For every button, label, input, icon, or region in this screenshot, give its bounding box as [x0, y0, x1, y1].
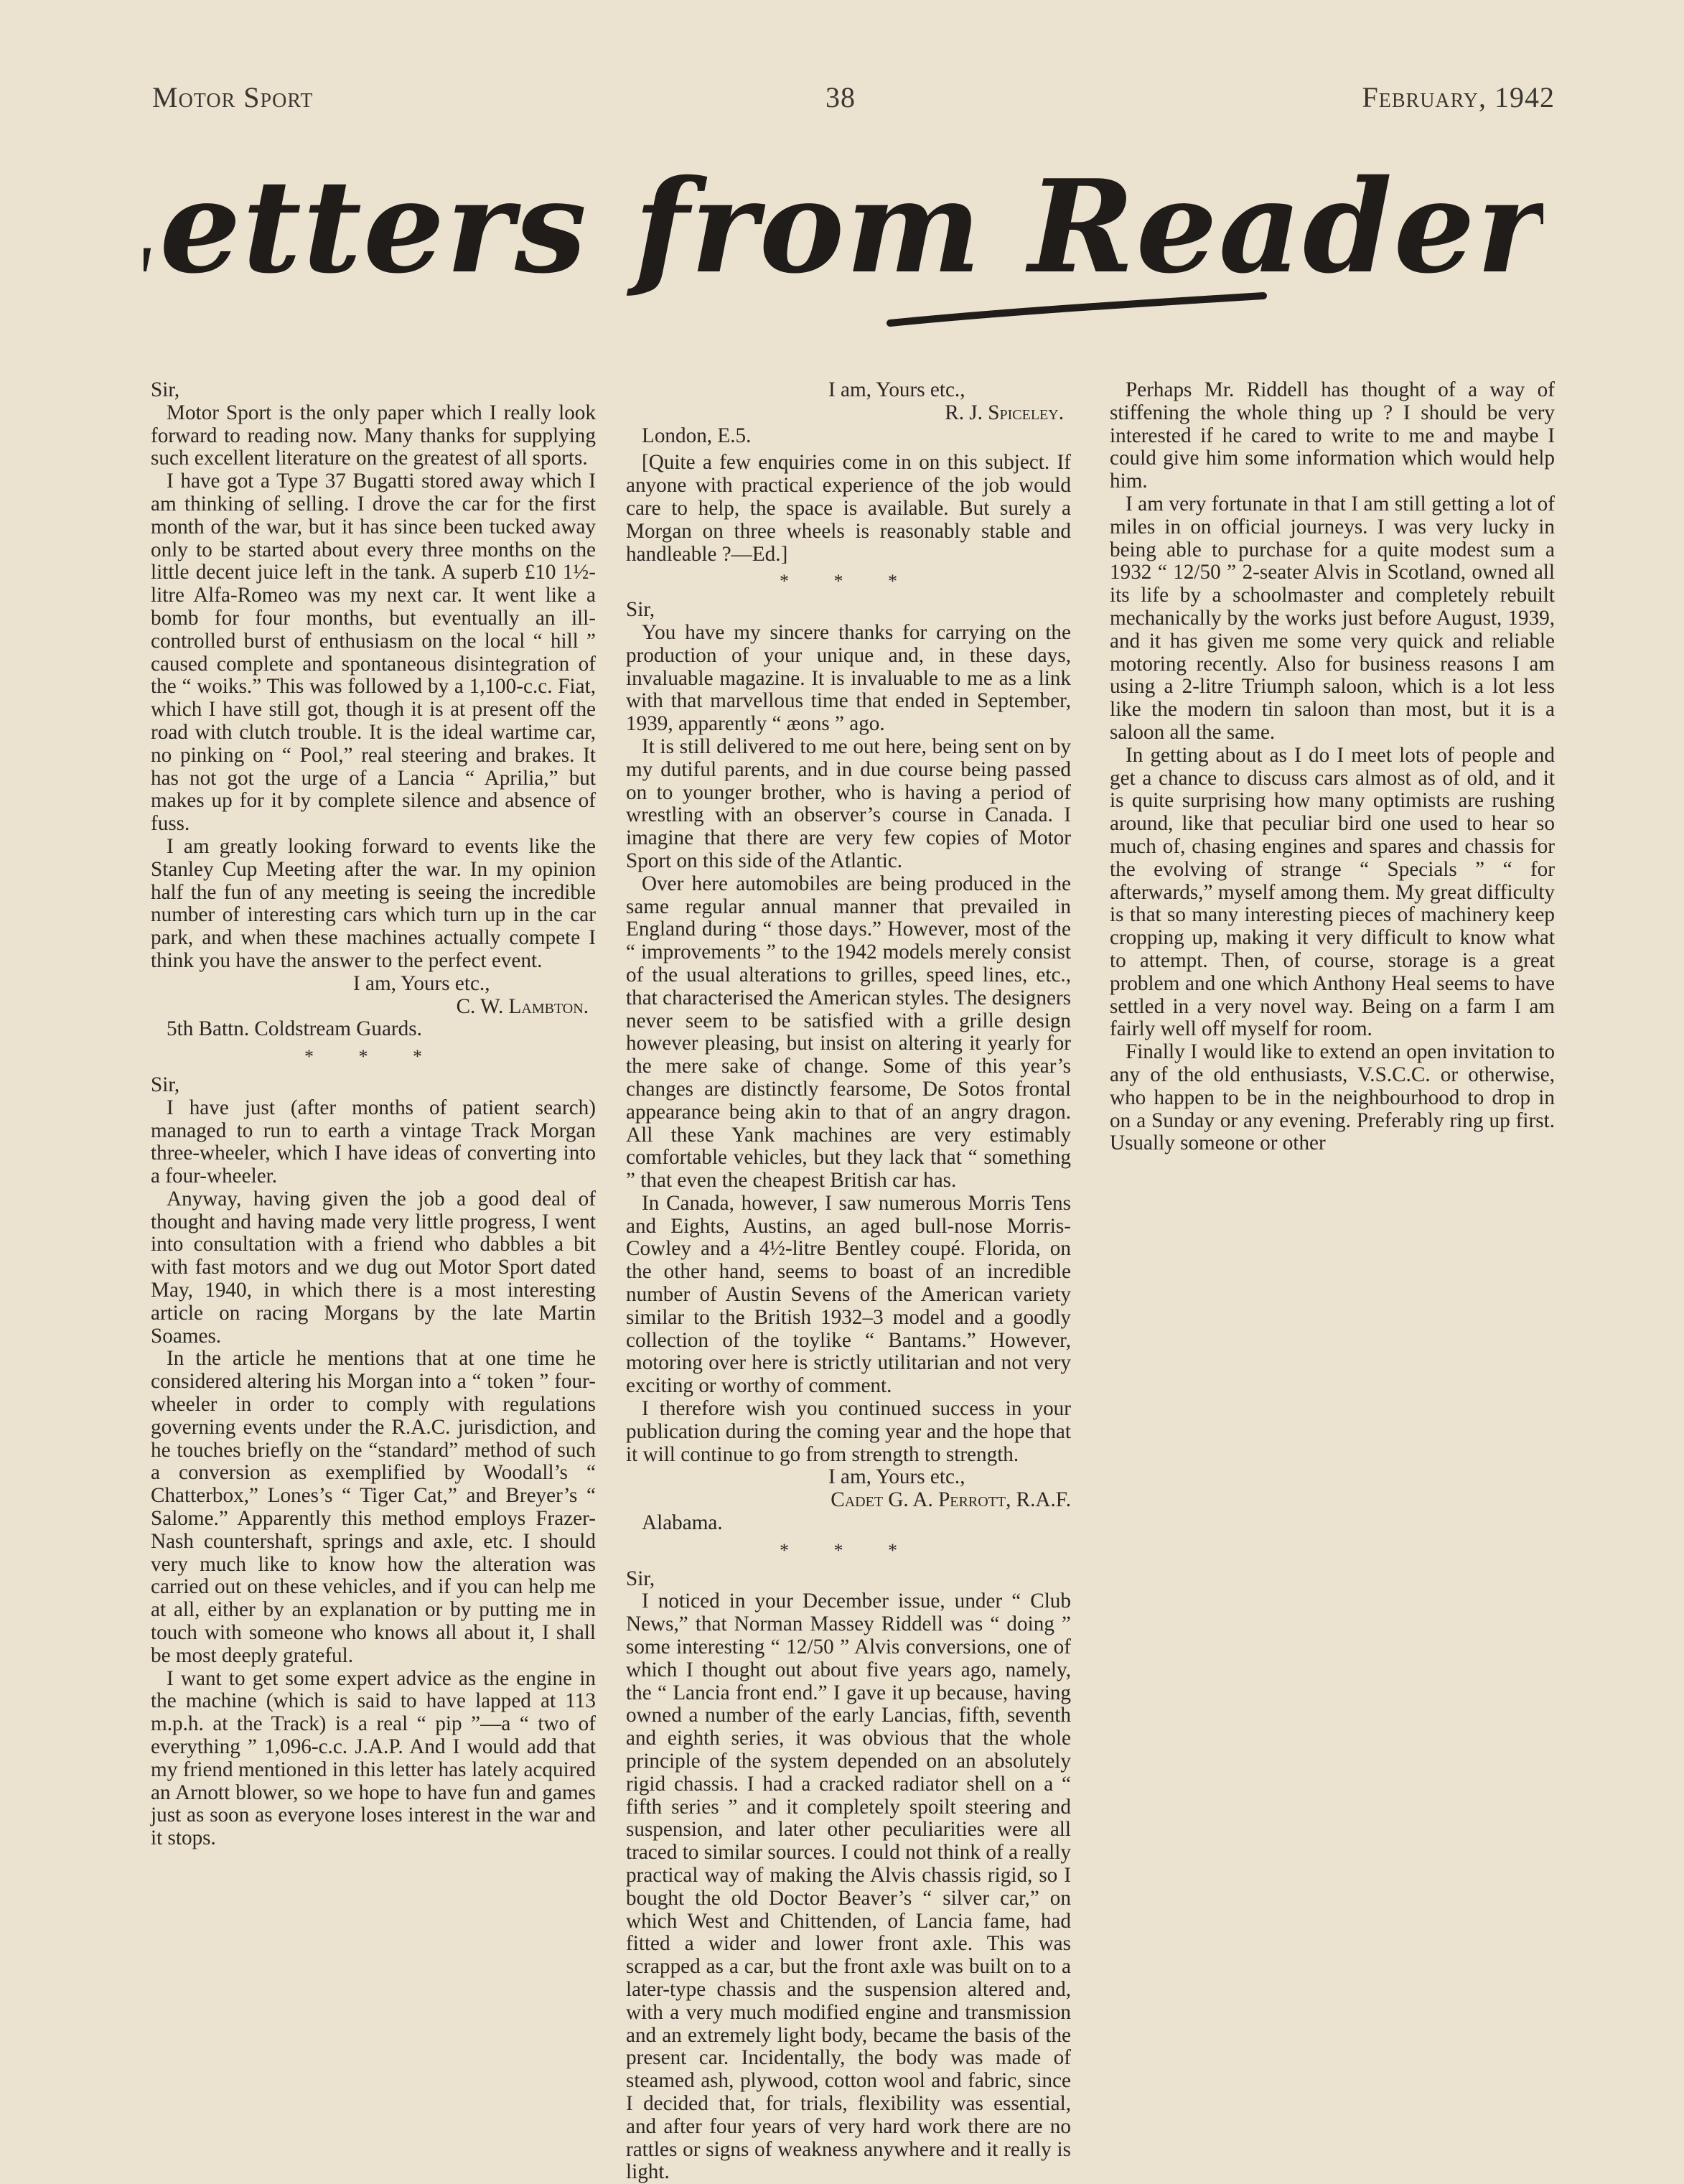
letter2-salutation: Sir, — [151, 1073, 180, 1096]
letter4-paragraph: Perhaps Mr. Riddell has thought of a way of stiffening the whole thing up ? I should be very interested if he cared to write to me and maybe I could give him some information which would help him. — [1110, 378, 1555, 493]
letter2-paragraph: I want to get some expert advice as the engine in the machine (which is said to have lapped at 113 m.p.h. at the Track) is a real “ pip ”—a “ two of everything ” 1,096-c.c. J.A.P. And I would add that my friend mentioned in this letter has lately acquired an Arnott blower, so we hope to have fun and games just as soon as everyone loses interest in the war and it stops. — [151, 1666, 596, 1850]
letter4-paragraph: Finally I would like to extend an open invitation to any of the old enthusiasts, V.S.C.C. or otherwise, who happen to be in the neighbourhood to drop in on a Sunday or any evening. Preferably ring up first. Usually someone or other — [1110, 1040, 1555, 1155]
letter4-paragraph: I am very fortunate in that I am still getting a lot of miles in on official journeys. I was very lucky in being able to purchase for a quite modest sum a 1932 “ 12/50 ” 2-seater Alvis in Scotland, owned all its life by a schoolmaster and completely rebuilt mechanically by the works just before August, 1939, and it has given me some very quick and reliable motoring recently. Also for business reasons I am using a 2-litre Triumph saloon, which is a lot less like the modern tin saloon than most, but it is a saloon all the same. — [1110, 492, 1555, 744]
letter3-address: Alabama. — [642, 1511, 723, 1535]
letter3-paragraph: Over here automobiles are being produced in the same regular annual manner that prevailed in England during “ those days.” However, most of the “ improvements ” to the 1942 models merely consist of the usual alterations to grilles, speed lines, etc., that characterised the American styles. The designers never seem to be satisfied with a grille design however pleasing, but insist on altering it yearly for the mere sake of change. Some of this year’s changes are distinctly fearsome, De Sotos frontal appearance being akin to that of an angry dragon. All these Yank machines are very estimably comfortable vehicles, but they lack that “ something ” that even the cheapest British car has. — [626, 872, 1071, 1193]
separator-stars: * * * — [304, 1046, 442, 1068]
letter3-paragraph: I therefore wish you continued success in your publication during the coming year and the hope that it will continue to go from strength to strength. — [626, 1397, 1071, 1466]
letter1-paragraph: I am greatly looking forward to events like the Stanley Cup Meeting after the war. In my opinion half the fun of any meeting is seeing the incredible number of interesting cars which turn up in the car park, and when these machines actually compete I think you have the answer to the perfect event. — [151, 834, 596, 972]
letter2-paragraph: Anyway, having given the job a good deal of thought and having made very little progress, I went into consultation with a friend who dabbles a bit with fast motors and we dug out Motor Sport dated May, 1940, in which there is a most interesting article on racing Morgans by the late Martin Soames. — [151, 1187, 596, 1348]
letter2-address: London, E.5. — [642, 424, 752, 447]
letter2-signature: R. J. Spiceley. — [945, 401, 1064, 424]
letter1-salutation: Sir, — [151, 378, 180, 401]
letter3-paragraph: In Canada, however, I saw numerous Morris Tens and Eights, Austins, an aged bull-nose Morris-Cowley and a 4½-litre Bentley coupé. Florida, on the other hand, seems to boast of an incredible number of Austin Sevens of the American variety similar to the British 1932–3 model and a goodly collection of the toylike “ Bantams.” However, motoring over here is strictly utilitarian and not very exciting or worthy of comment. — [626, 1191, 1071, 1398]
letter2-paragraph: I have just (after months of patient search) managed to run to earth a vintage Track Morgan three-wheeler, which I have ideas of converting into a four-wheeler. — [151, 1096, 596, 1188]
column-3 — [1110, 379, 1555, 1155]
letter2-paragraph: In the article he mentions that at one time he considered altering his Morgan into a “ token ” four-wheeler in order to comply with regulations governing events under the R.A.C. jurisdiction, and he touches briefly on the “standard” method of such a conversion as exemplified by Woodall’s “ Chatterbox,” Lones’s “ Tiger Cat,” and Breyer’s “ Salome.” Apparently this method employs Frazer-Nash countershaft, springs and axle, etc. I should very much like to know how the alteration was carried out on these vehicles, and if you can help me at all, either by an explanation or by putting me in touch with someone who knows all about it, I shall be most deeply grateful. — [151, 1347, 596, 1667]
letter1-paragraph: I have got a Type 37 Bugatti stored away which I am thinking of selling. I drove the car for the first month of the war, but it has since been tucked away only to be started about every three months on the little decent juice left in the tank. A superb £10 1½-litre Alfa-Romeo was my next car. It went like a bomb for four months, but eventually an ill-controlled burst of enthusiasm on the local “ hill ” caused complete and spontaneous disintegration of the “ woiks.” This was followed by a 1,100-c.c. Fiat, which I have still got, though it is at present off the road with clutch trouble. It is the ideal wartime car, no pinking on “ Pool,” real steering and brakes. It has not got the urge of a Lancia “ Aprilia,” but makes up for it by complete silence and absence of fuss. — [151, 470, 596, 836]
letter4-salutation: Sir, — [626, 1567, 655, 1590]
page-number: 38 — [825, 81, 856, 113]
separator-stars: * * * — [780, 571, 917, 592]
letter2-closing: I am, Yours etc., — [828, 378, 965, 401]
column-1 — [151, 379, 596, 1850]
masthead-title: Letters from Readers — [144, 151, 1543, 302]
letter3-paragraph: It is still delivered to me out here, being sent on by my dutiful parents, and in due course being passed on to younger brother, who is having a period of wrestling with an observer’s course in Canada. I imagine that there are very few copies of Motor Sport on this side of the Atlantic. — [626, 734, 1071, 872]
letter1-closing: I am, Yours etc., — [353, 971, 490, 995]
letter1-signature: C. W. Lambton. — [456, 994, 589, 1018]
column-2 — [626, 379, 1071, 2184]
letter3-closing: I am, Yours etc., — [828, 1465, 965, 1489]
running-head-title: Motor Sport — [152, 81, 314, 113]
letter4-paragraph: I noticed in your December issue, under “ Club News,” that Norman Massey Riddell was “ doing ” some interesting “ 12/50 ” Alvis conversions, one of which I thought out about five years ago, namely, the “ Lancia front end.” I gave it up because, having owned a number of the early Lancias, fifth, seventh and eighth series, it was obvious that the whole principle of the system depended on an absolutely rigid chassis. I had a cracked radiator shell on a “ fifth series ” and it completely spoilt steering and suspension, and later other peculiarities were all traced to similar sources. I could not think of a really practical way of making the Alvis chassis rigid, so I bought the old Doctor Beaver’s “ silver car,” on which West and Chittenden, of Lancia fame, had fitted a wider and lower front axle. This was scrapped as a car, but the front axle was built on to a later-type chassis and the suspension altered and, with a very much modified engine and transmission and an extremely light body, became the basis of the present car. Incidentally, the body was made of steamed ash, plywood, cotton wool and fabric, since I decided that, for trials, flexibility was essential, and after four years of very hard work there are no rattles or signs of weakness anywhere and it really is light. — [626, 1590, 1071, 2184]
letter1-address: 5th Battn. Coldstream Guards. — [167, 1017, 422, 1041]
editor-note: [Quite a few enquiries come in on this subject. If anyone with practical experience of the job would care to help, the space is available. But surely a Morgan on three wheels is reasonably stable and handleable ?—Ed.] — [626, 451, 1071, 566]
letter3-signature: Cadet G. A. Perrott, R.A.F. — [831, 1488, 1071, 1512]
masthead-lettering — [144, 144, 1543, 352]
letter4-paragraph: In getting about as I do I meet lots of people and get a chance to discuss cars almost as of old, and it is quite surprising how many optimists are rushing around, like that peculiar bird one used to hear so much of, chasing engines and spares and chassis for the evolving of strange “ Specials ” “ for afterwards,” myself among them. My great difficulty is that so many interesting pieces of machinery keep cropping up, making it very difficult to know what to attempt. Then, of course, storage is a great problem and one which Anthony Heal seems to have settled in a very novel way. Being on a farm I am fairly well off myself for room. — [1110, 743, 1555, 1041]
letter1-paragraph: Motor Sport is the only paper which I really look forward to reading now. Many thanks for supplying such excellent literature on the greatest of all sports. — [151, 401, 596, 470]
letter3-paragraph: You have my sincere thanks for carrying on the production of your unique and, in these days, invaluable magazine. It is invaluable to me as a link with that marvellous time that ended in September, 1939, apparently “ æons ” ago. — [626, 620, 1071, 736]
separator-stars: * * * — [780, 1539, 917, 1561]
section-masthead — [144, 144, 1543, 352]
letter3-salutation: Sir, — [626, 598, 655, 622]
running-head-date: February, 1942 — [1362, 81, 1555, 113]
